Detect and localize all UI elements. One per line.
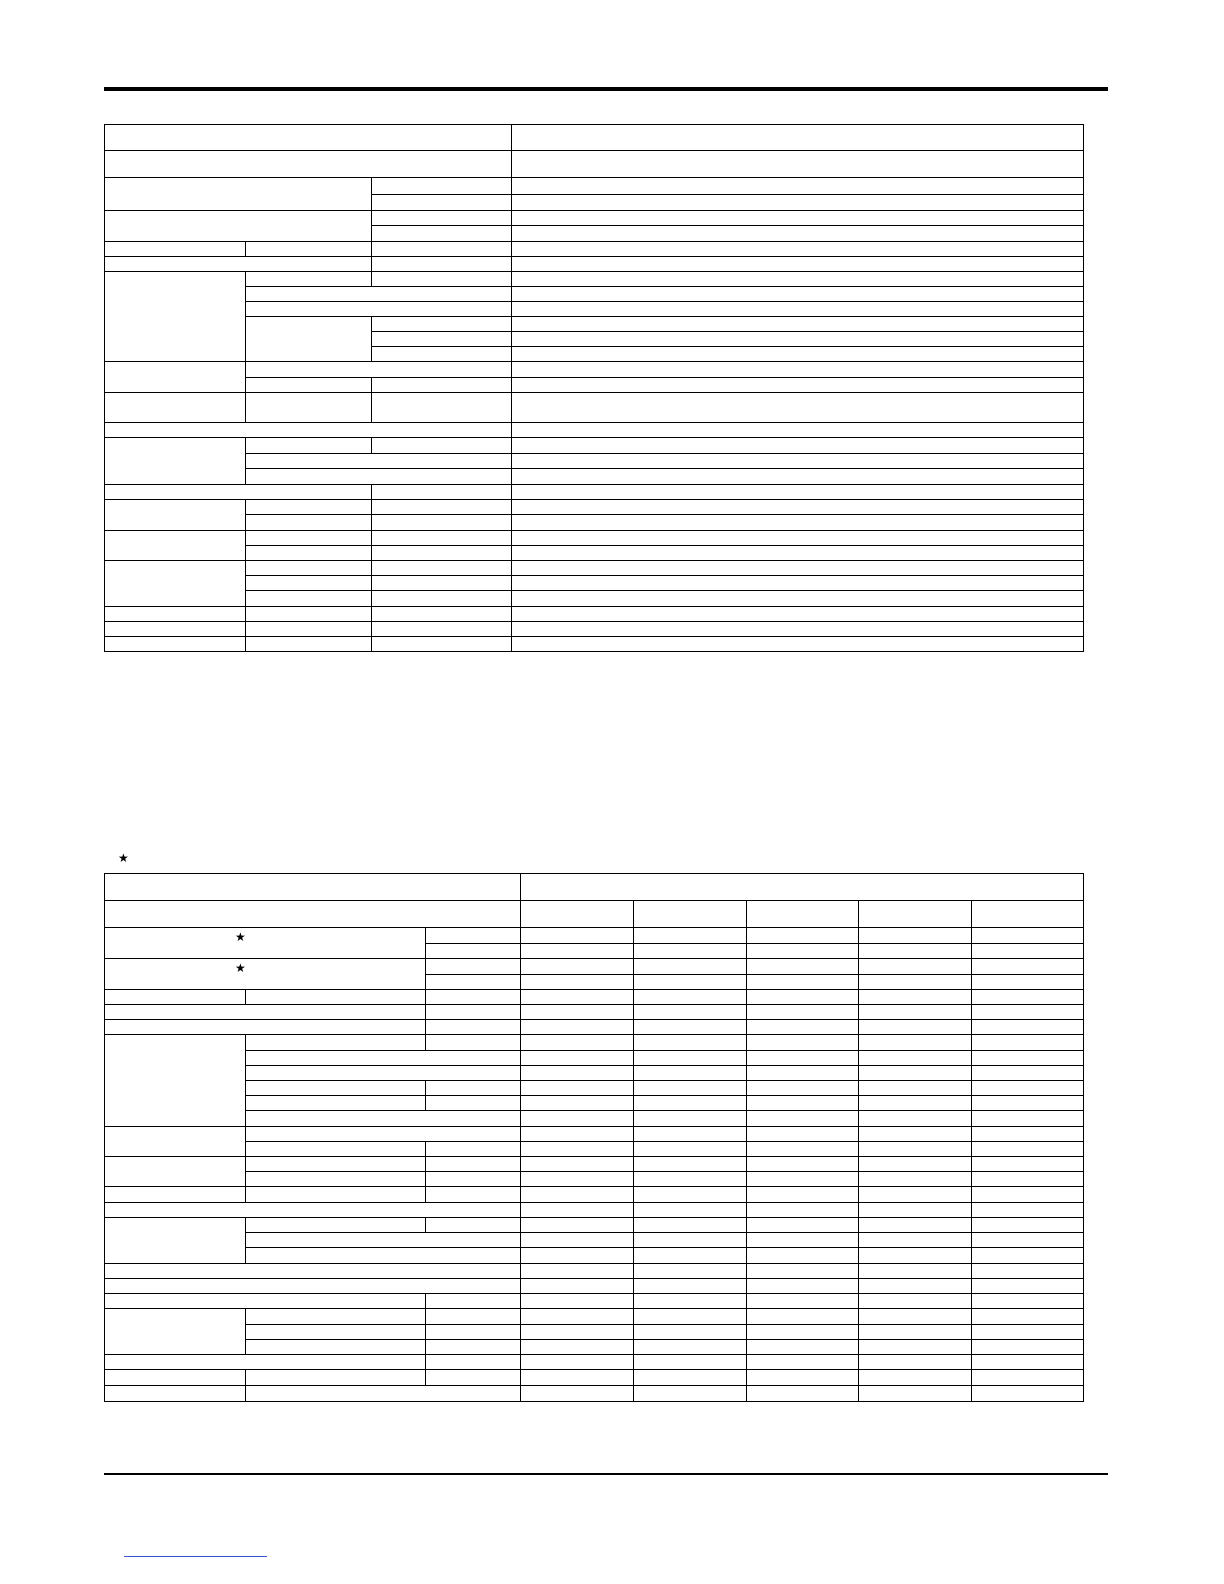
star-icon: ★	[235, 961, 246, 975]
star-icon: ★	[118, 851, 129, 865]
footer-rule	[104, 1473, 1108, 1475]
footer-link-underline[interactable]	[124, 1556, 267, 1557]
star-icon: ★	[235, 930, 246, 944]
